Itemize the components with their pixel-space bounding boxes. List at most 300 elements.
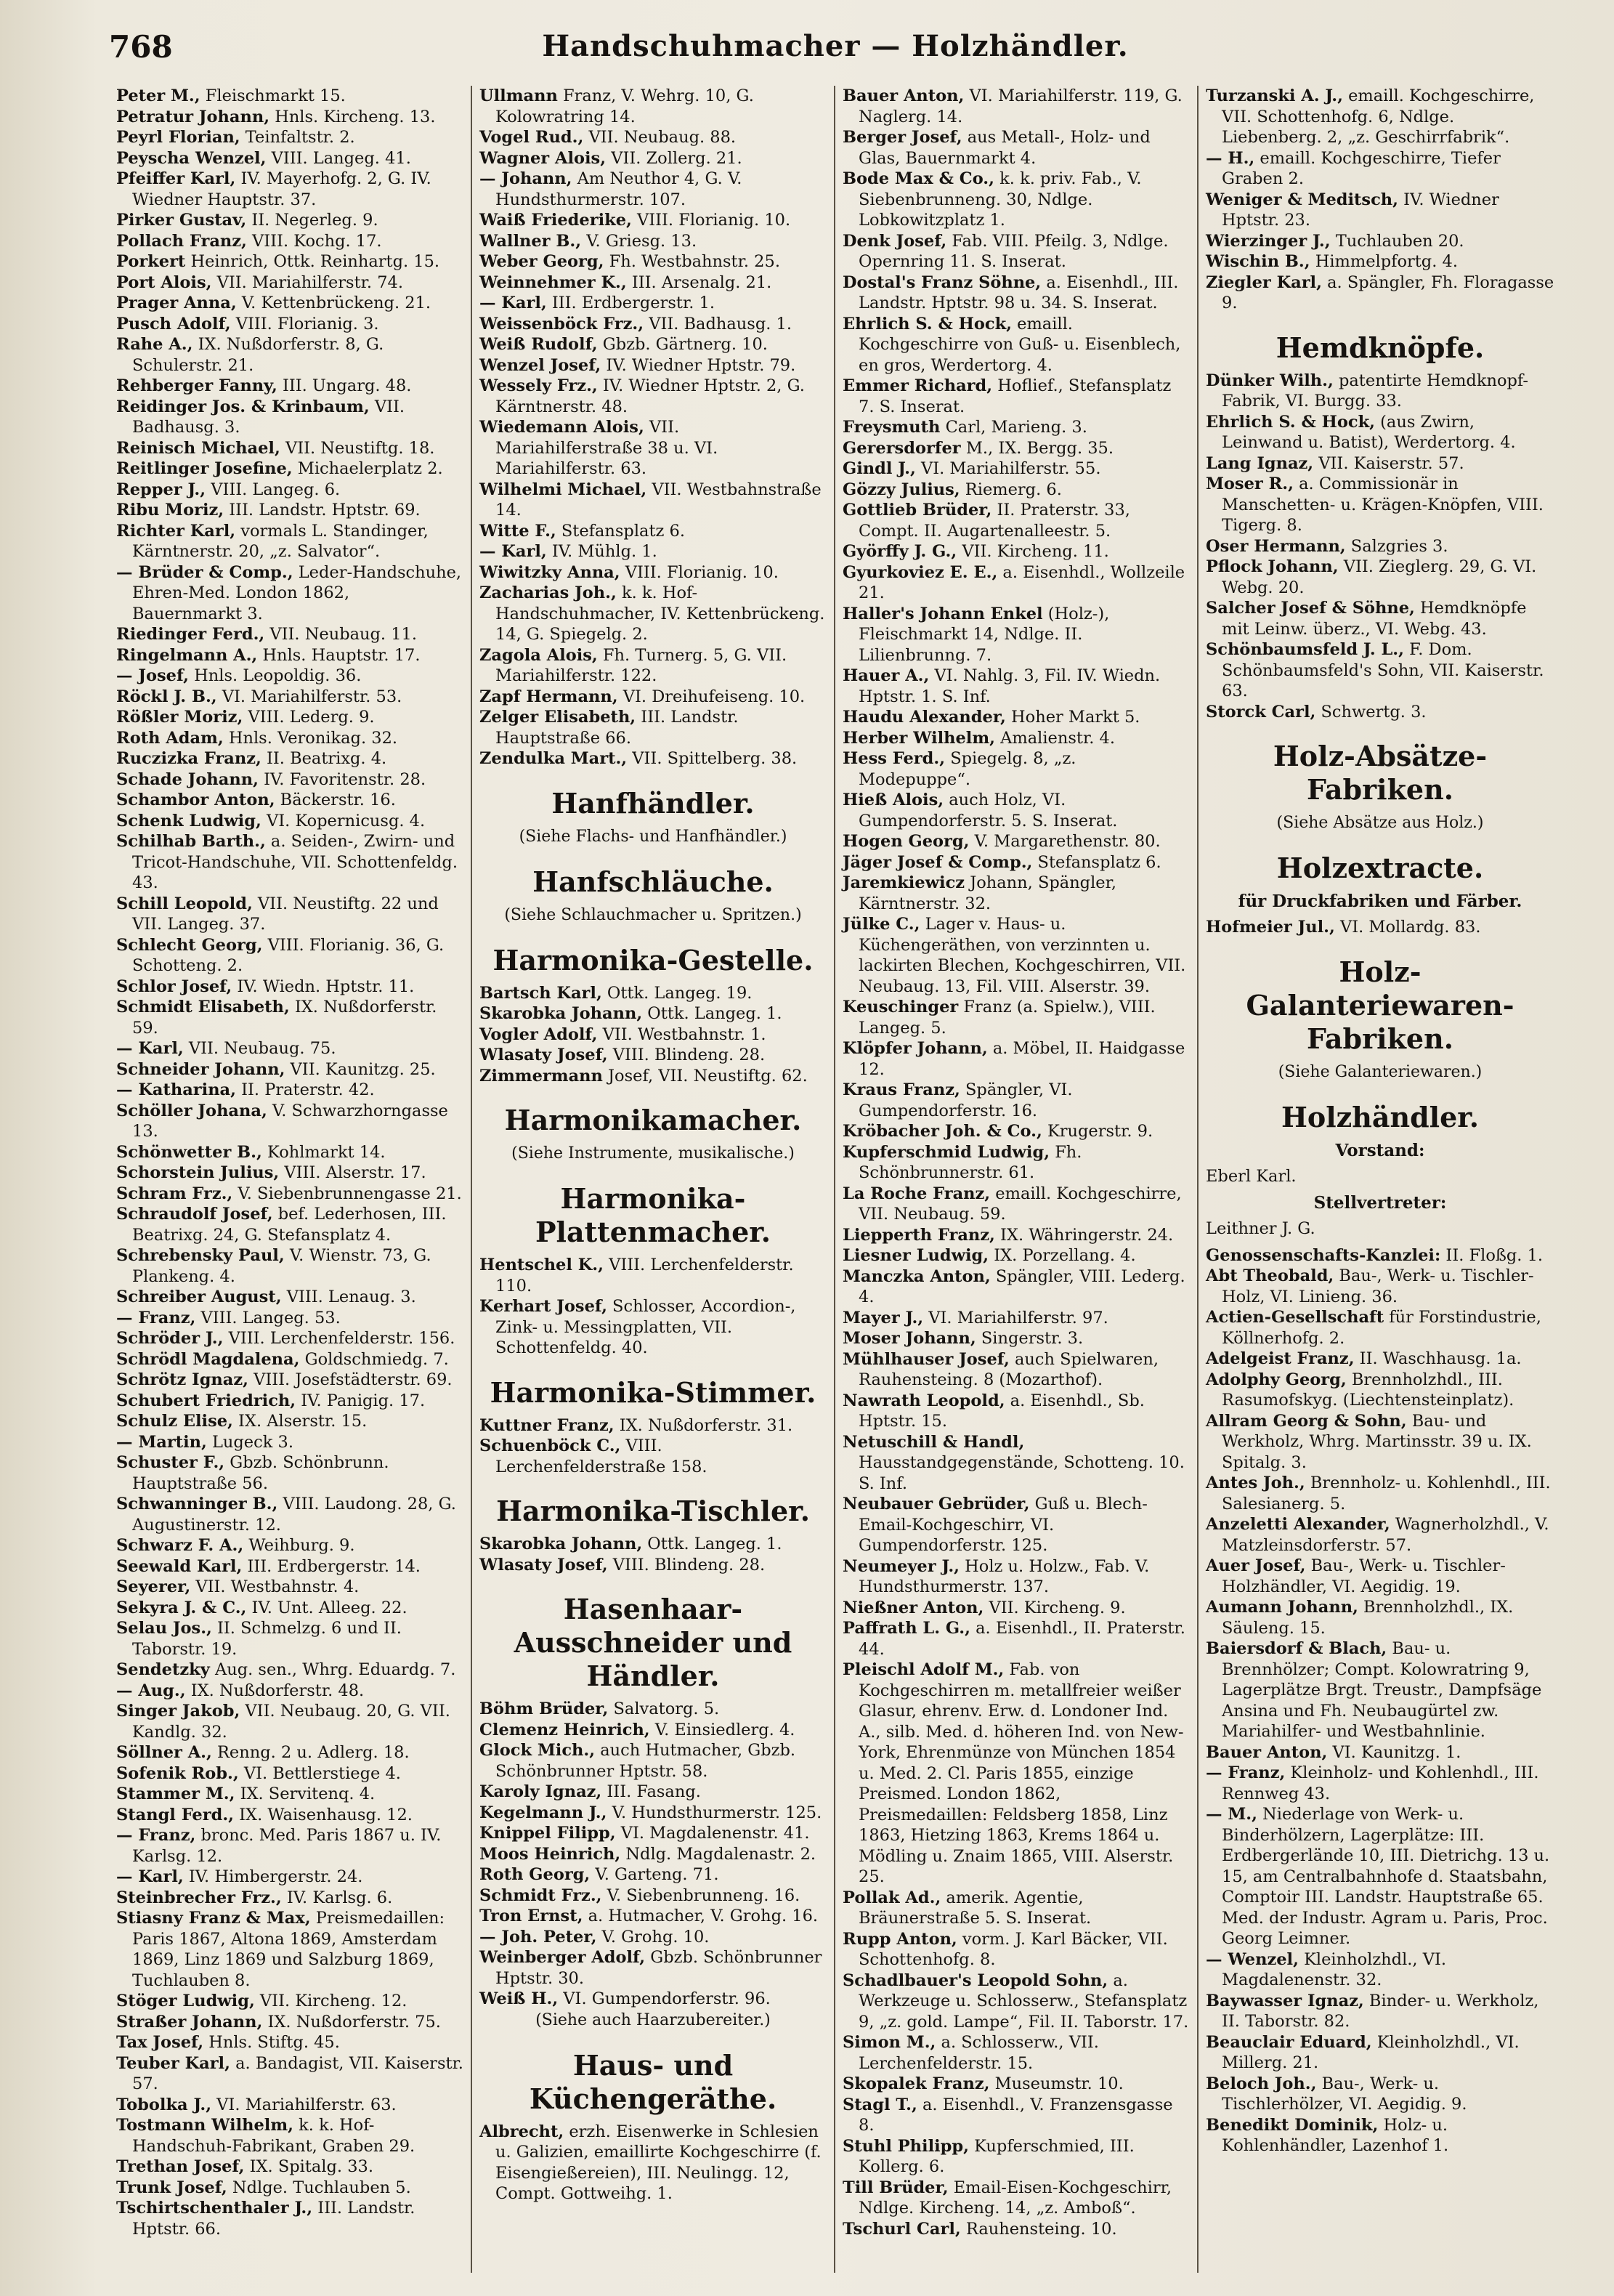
entry-details: VII. Kircheng. 9. xyxy=(984,1598,1126,1617)
entry-details: VIII. Langeg. 53. xyxy=(195,1308,341,1327)
entry-name: Anzeletti Alexander, xyxy=(1206,1515,1390,1534)
entry-details: Bau-, Werk- u. Tischlerhölzer, VI. Aegidig. 9. xyxy=(1222,2074,1467,2114)
entry-details: Aug. sen., Whrg. Eduardg. 7. xyxy=(209,1660,456,1679)
entry-name: Ziegler Karl, xyxy=(1206,272,1322,292)
entry-details: Kleinholz- und Kohlenhdl., III. Rennweg 43. xyxy=(1222,1763,1539,1803)
entry-name: Schrödl Magdalena, xyxy=(116,1349,300,1369)
directory-entry xyxy=(843,831,1190,852)
entry-details: III. Landstr. Hptstr. 69. xyxy=(224,501,421,520)
entry-name: Salcher Josef & Söhne, xyxy=(1206,599,1415,618)
entry-details: Salvatorg. 5. xyxy=(608,1699,720,1718)
entry-details: Teinfaltstr. 2. xyxy=(240,128,355,147)
entry-details: VIII. Laudong. 28, G. Augustinerstr. 12. xyxy=(132,1495,456,1535)
directory-entry xyxy=(1206,2032,1554,2074)
entry-details: Riemerg. 6. xyxy=(960,480,1062,499)
directory-entry xyxy=(1206,536,1554,557)
columns xyxy=(109,86,1562,2273)
list-col2-e xyxy=(479,1534,827,1575)
directory-entry xyxy=(479,231,827,252)
entry-name: Sendetzky xyxy=(116,1660,210,1679)
directory-entry xyxy=(479,1803,827,1824)
directory-entry xyxy=(479,293,827,314)
entry-details: V. Siebenbrunneng. 16. xyxy=(601,1885,800,1905)
directory-entry xyxy=(116,1598,463,1619)
entry-details: VI. Dreihufeiseng. 10. xyxy=(617,687,806,706)
directory-entry xyxy=(843,562,1190,604)
entry-details: IV. Wiedner Hptstr. 2, G. Kärntnerstr. 48. xyxy=(495,376,805,416)
section-note-hanfhaendler: (Siehe Flachs- und Hanfhändler.) xyxy=(519,827,787,846)
directory-entry xyxy=(116,458,463,480)
directory-entry xyxy=(479,1823,827,1844)
directory-entry xyxy=(843,1225,1190,1246)
entry-details: F. Dom. Schönbaumsfeld's Sohn, VII. Kaiserstr. 63. xyxy=(1222,640,1544,700)
directory-entry xyxy=(116,624,463,645)
entry-details: VIII. Josefstädterstr. 69. xyxy=(248,1370,453,1389)
entry-name: Repper J., xyxy=(116,480,206,499)
entry-name: Rupp Anton, xyxy=(843,1929,957,1949)
directory-entry xyxy=(116,2095,463,2116)
directory-entry xyxy=(116,1184,463,1205)
directory-entry xyxy=(116,831,463,894)
directory-entry xyxy=(116,687,463,708)
directory-entry xyxy=(843,748,1190,790)
entry-details: Brennholz- u. Kohlenhdl., III. Salesianerg. 5. xyxy=(1222,1474,1551,1513)
directory-entry xyxy=(479,645,827,687)
entry-name: Pleischl Adolf M., xyxy=(843,1660,1005,1679)
entry-details: Hnls. Hauptstr. 17. xyxy=(257,645,421,665)
entry-name: Weiß Rudolf, xyxy=(479,335,598,354)
section-title-harmonikamacher: Harmonikamacher. xyxy=(504,1104,802,1136)
entry-details: VI. Kopernicusg. 4. xyxy=(261,811,426,830)
entry-name: Rehberger Fanny, xyxy=(116,376,277,395)
directory-entry xyxy=(479,1555,827,1576)
directory-entry xyxy=(1206,1266,1554,1307)
entry-details: Lugeck 3. xyxy=(206,1432,293,1452)
entry-details: III. Arsenalg. 21. xyxy=(626,272,772,292)
entry-details: VIII. Blindeng. 28. xyxy=(607,1555,766,1575)
entry-name: Clemenz Heinrich, xyxy=(479,1720,650,1739)
page-number: 768 xyxy=(109,29,173,65)
directory-entry xyxy=(116,811,463,832)
entry-details: k. k. Hof-Handschuh-Fabrikant, Graben 29. xyxy=(132,2116,415,2156)
entry-name: Antes Joh., xyxy=(1206,1474,1305,1492)
entry-name: Neumeyer J., xyxy=(843,1556,960,1576)
entry-details: VIII. Langeg. 6. xyxy=(206,480,341,499)
entry-name: Netuschill & Handl, xyxy=(843,1432,1025,1452)
directory-entry xyxy=(479,562,827,583)
directory-entry xyxy=(116,2198,463,2239)
entry-name: Schönwetter B., xyxy=(116,1142,262,1162)
directory-entry xyxy=(116,2032,463,2053)
entry-details: Hnls. Kircheng. 13. xyxy=(269,107,436,126)
entry-details: Spängler, VIII. Lederg. 4. xyxy=(859,1266,1185,1306)
entry-details: IV. Mayerhofg. 2, G. IV. Wiedner Hauptstr. 37. xyxy=(132,169,431,209)
directory-entry xyxy=(116,1432,463,1453)
directory-entry xyxy=(116,231,463,252)
entry-name: Hofmeier Jul., xyxy=(1206,918,1335,937)
directory-entry xyxy=(843,1598,1190,1619)
entry-details: Heinrich, Ottk. Reinhartg. 15. xyxy=(185,252,440,271)
directory-entry xyxy=(1206,1991,1554,2032)
entry-details: VIII. Florianig. 3. xyxy=(230,314,379,334)
entry-details: bef. Lederhosen, III. Beatrixg. 24, G. Stefansplatz 4. xyxy=(132,1205,447,1245)
directory-entry xyxy=(479,210,827,231)
entry-details: Fab. VIII. Pfeilg. 3, Ndlge. Opernring 11. S. Inserat. xyxy=(859,231,1169,271)
directory-entry xyxy=(116,1163,463,1184)
entry-name: Neubauer Gebrüder, xyxy=(843,1495,1030,1513)
entry-details: Hoflief., Stefansplatz 7. S. Inserat. xyxy=(859,376,1172,416)
directory-entry xyxy=(843,1970,1190,2033)
entry-name: Pusch Adolf, xyxy=(116,314,231,334)
entry-details: Tuchlauben 20. xyxy=(1330,231,1464,251)
directory-entry xyxy=(479,1699,827,1720)
entry-details: II. Waschhausg. 1a. xyxy=(1354,1349,1522,1368)
entry-details: VII. Badhausg. 1. xyxy=(644,314,792,334)
entry-details: IX. Servitenq. 4. xyxy=(235,1784,376,1803)
entry-name: Moser Johann, xyxy=(843,1329,976,1348)
directory-entry xyxy=(1206,1556,1554,1597)
directory-entry xyxy=(843,666,1190,707)
entry-name: Mühlhauser Josef, xyxy=(843,1349,1010,1369)
directory-entry xyxy=(1206,1349,1554,1370)
entry-details: II. Praterstr. 33, Compt. II. Augartenalleestr. 5. xyxy=(859,501,1130,541)
entry-details: vormals L. Standinger, Kärntnerstr. 20, „z. Salvator“. xyxy=(132,521,429,561)
entry-details: Ottk. Langeg. 19. xyxy=(601,983,753,1003)
entry-details: amerik. Agentie, Bräunerstraße 5. S. Inserat. xyxy=(859,1888,1092,1928)
entry-name: Schönbaumsfeld J. L., xyxy=(1206,640,1404,659)
directory-entry xyxy=(116,1888,463,1909)
entry-name: Knippel Filipp, xyxy=(479,1824,616,1843)
entry-name: Peyrl Florian, xyxy=(116,128,240,147)
entry-name: Schade Johann, xyxy=(116,769,259,789)
directory-entry xyxy=(479,1534,827,1555)
directory-entry xyxy=(479,334,827,355)
directory-entry xyxy=(1206,598,1554,639)
directory-entry xyxy=(116,1618,463,1660)
entry-name: Tax Josef, xyxy=(116,2033,204,2052)
entry-name: Jaremkiewicz xyxy=(843,873,965,892)
entry-details: Kleinholzhdl., VI. Millerg. 21. xyxy=(1222,2032,1520,2072)
entry-name: Weinnehmer K., xyxy=(479,272,627,292)
entry-details: Himmelpfortg. 4. xyxy=(1310,252,1458,271)
entry-name: Nießner Anton, xyxy=(843,1598,984,1617)
entry-name: Schlecht Georg, xyxy=(116,935,263,955)
directory-entry xyxy=(116,562,463,625)
directory-entry xyxy=(479,1740,827,1782)
directory-entry xyxy=(479,1782,827,1803)
entry-details: VI. Mariahilferstr. 119, G. Naglerg. 14. xyxy=(859,86,1183,126)
directory-entry xyxy=(843,707,1190,728)
directory-entry xyxy=(479,1255,827,1296)
entry-name: Schilhab Barth., xyxy=(116,832,266,851)
directory-entry xyxy=(479,1436,827,1477)
directory-entry xyxy=(116,769,463,791)
entry-name: Gindl J., xyxy=(843,459,916,478)
list-col4-a xyxy=(1206,86,1554,314)
directory-entry xyxy=(1206,412,1554,453)
entry-name: Abt Theobald, xyxy=(1206,1266,1334,1285)
directory-entry xyxy=(116,790,463,811)
directory-entry xyxy=(116,334,463,376)
entry-name: — Joh. Peter, xyxy=(479,1927,597,1947)
entry-name: Turzanski A. J., xyxy=(1206,86,1343,105)
entry-details: Franz, V. Wehrg. 10, G. Kolowratring 14. xyxy=(495,86,754,126)
entry-details: V. Wienstr. 73, G. Plankeng. 4. xyxy=(132,1246,431,1286)
section-subtitle-holzextracte: für Druckfabriken und Färber. xyxy=(1238,892,1522,911)
directory-entry xyxy=(1206,1514,1554,1556)
directory-entry xyxy=(843,2074,1190,2095)
entry-name: Skarobka Johann, xyxy=(479,1004,643,1023)
directory-entry xyxy=(116,1411,463,1432)
entry-details: a. Schlosserw., VII. Lerchenfelderstr. 15. xyxy=(859,2033,1099,2073)
directory-entry xyxy=(843,1142,1190,1184)
entry-name: Ehrlich S. & Hock, xyxy=(1206,412,1375,432)
entry-name: — Franz, xyxy=(116,1308,196,1327)
list-col2-b xyxy=(479,983,827,1087)
directory-entry xyxy=(116,1038,463,1059)
entry-name: Liesner Ludwig, xyxy=(843,1246,989,1265)
entry-details: II. Floßg. 1. xyxy=(1440,1245,1544,1265)
entry-name: Port Alois, xyxy=(116,272,212,292)
entry-details: Ndlge. Tuchlauben 5. xyxy=(227,2178,411,2197)
directory-entry xyxy=(843,1308,1190,1329)
entry-details: VI. Mollardg. 83. xyxy=(1334,918,1481,937)
directory-entry xyxy=(843,169,1190,231)
directory-entry xyxy=(479,272,827,294)
entry-details: VIII. Lederg. 9. xyxy=(243,708,375,727)
entry-details: V. Griesg. 13. xyxy=(581,231,697,251)
entry-details: a. Hutmacher, V. Grohg. 16. xyxy=(583,1907,819,1925)
entry-details: M., IX. Bergg. 35. xyxy=(960,438,1114,458)
entry-details: Bau- und Werkholz, Whrg. Martinsstr. 39 u. IX. Spitalg. 3. xyxy=(1222,1411,1532,1472)
entry-name: Schuster F., xyxy=(116,1453,225,1472)
directory-entry xyxy=(116,1349,463,1370)
directory-entry xyxy=(479,521,827,542)
directory-entry xyxy=(843,997,1190,1038)
entry-details: IV. Mühlg. 1. xyxy=(546,542,657,561)
directory-entry xyxy=(479,1415,827,1436)
section-note-holz-absaetze: (Siehe Absätze aus Holz.) xyxy=(1276,814,1484,832)
entry-name: Sofenik Rob., xyxy=(116,1763,239,1783)
directory-entry xyxy=(479,376,827,417)
entry-details: VIII. Blindeng. 28. xyxy=(607,1046,766,1064)
section-title-harmonika-stimmer: Harmonika-Stimmer. xyxy=(490,1375,816,1409)
entry-name: Roth Georg, xyxy=(479,1865,591,1884)
directory-entry xyxy=(843,231,1190,272)
directory-entry xyxy=(116,397,463,438)
entry-details: Museumstr. 10. xyxy=(989,2074,1124,2093)
entry-name: Actien-Gesellschaft xyxy=(1206,1308,1384,1327)
entry-name: Seewald Karl, xyxy=(116,1556,243,1576)
directory-entry xyxy=(116,500,463,521)
entry-name: Györffy J. G., xyxy=(843,542,957,561)
entry-details: Johann, Spängler, Kärntnerstr. 32. xyxy=(859,873,1117,913)
entry-details: vorm. J. Karl Bäcker, VII. Schottenhofg. 8. xyxy=(859,1929,1168,1969)
entry-details: VII. Neubaug. 88. xyxy=(583,128,737,147)
directory-entry xyxy=(1206,557,1554,598)
entry-details: Ndlg. Magdalenastr. 2. xyxy=(620,1844,816,1864)
entry-name: Weinberger Adolf, xyxy=(479,1948,646,1967)
entry-name: Lang Ignaz, xyxy=(1206,453,1314,473)
directory-entry xyxy=(843,272,1190,314)
entry-name: Klöpfer Johann, xyxy=(843,1039,988,1058)
directory-entry xyxy=(479,314,827,335)
directory-entry xyxy=(479,1947,827,1989)
entry-name: Schrötz Ignaz, xyxy=(116,1370,248,1389)
entry-details: Stefansplatz 6. xyxy=(1032,852,1161,872)
entry-details: Holz- u. Kohlenhändler, Lazenhof 1. xyxy=(1222,2115,1449,2155)
directory-entry xyxy=(479,687,827,708)
directory-entry xyxy=(116,251,463,272)
entry-details: a. Werkzeuge u. Schlosserw., Stefansplatz 9, „z. gold. Lampe“, Fil. II. Taborstr. 17. xyxy=(859,1970,1189,2032)
entry-details: V. Margarethenstr. 80. xyxy=(969,832,1161,851)
directory-entry xyxy=(1206,1742,1554,1763)
entry-details: (aus Zwirn, Leinwand u. Batist), Werdertorg. 4. xyxy=(1222,412,1516,452)
entry-name: — M., xyxy=(1206,1805,1257,1824)
directory-entry xyxy=(479,1066,827,1087)
section-note-holz-galanteriewaren: (Siehe Galanteriewaren.) xyxy=(1278,1062,1483,1081)
entry-details: VII. Neubaug. 20, G. VII. Kandlg. 32. xyxy=(132,1702,450,1742)
directory-entry xyxy=(479,583,827,645)
entry-name: Zacharias Joh., xyxy=(479,583,617,602)
directory-entry xyxy=(479,2122,827,2204)
entry-name: Haller's Johann Enkel xyxy=(843,604,1043,623)
entry-details: Hoher Markt 5. xyxy=(1005,708,1140,727)
entry-details: III. Erdbergerstr. 14. xyxy=(242,1556,421,1576)
section-title-hasenhaar: Hasenhaar-Ausschneider und Händler. xyxy=(514,1593,792,1692)
section-note-hasenhaar: (Siehe auch Haarzubereiter.) xyxy=(535,2010,771,2029)
entry-details: IX. Spitalg. 33. xyxy=(244,2157,373,2176)
entry-name: Schuenböck C., xyxy=(479,1436,621,1455)
entry-details: VIII. Lerchenfelderstraße 158. xyxy=(495,1436,707,1476)
entry-details: VIII. Lerchenfelderstr. 156. xyxy=(223,1329,455,1348)
entry-name: Witte F., xyxy=(479,521,556,541)
entry-name: Hauer A., xyxy=(843,666,930,685)
directory-entry xyxy=(843,86,1190,127)
entry-name: Simon M., xyxy=(843,2033,936,2052)
directory-entry xyxy=(479,1045,827,1066)
directory-entry xyxy=(116,2156,463,2178)
entry-name: Jäger Josef & Comp., xyxy=(843,852,1033,872)
entry-name: Vogel Rud., xyxy=(479,128,584,147)
entry-details: Bau-, Werk- u. Tischler-Holzhändler, VI. Aegidig. 19. xyxy=(1222,1556,1506,1596)
entry-name: — Josef, xyxy=(116,666,189,685)
directory-entry xyxy=(116,748,463,769)
entry-name: Pflock Johann, xyxy=(1206,557,1339,576)
entry-details: V. Grohg. 10. xyxy=(596,1927,710,1947)
directory-entry xyxy=(116,1660,463,1681)
entry-name: Ehrlich S. & Hock, xyxy=(843,314,1012,334)
entry-name: — Martin, xyxy=(116,1432,207,1452)
entry-name: Schrebensky Paul, xyxy=(116,1246,285,1265)
entry-details: IV. Unt. Alleeg. 22. xyxy=(246,1598,407,1617)
entry-name: Pirker Gustav, xyxy=(116,211,247,230)
directory-entry xyxy=(116,977,463,998)
directory-entry xyxy=(1206,251,1554,272)
column-1 xyxy=(109,86,472,2273)
stellvertreter-name: Leithner J. G. xyxy=(1206,1219,1315,1238)
entry-name: Trethan Josef, xyxy=(116,2157,245,2176)
list-col2-d xyxy=(479,1415,827,1478)
directory-entry xyxy=(116,2053,463,2095)
entry-name: Söllner A., xyxy=(116,1743,212,1762)
entry-details: patentirte Hemdknopf-Fabrik, VI. Burgg. 33. xyxy=(1222,371,1529,411)
directory-entry xyxy=(116,1059,463,1080)
entry-name: — Franz, xyxy=(116,1826,196,1845)
entry-details: VI. Mariahilferstr. 63. xyxy=(211,2095,397,2114)
entry-details: IX. Nußdorferstr. 59. xyxy=(132,998,437,1038)
entry-details: aus Metall-, Holz- und Glas, Bauernmarkt 4. xyxy=(859,128,1151,168)
entry-details: a. Seiden-, Zwirn- und Tricot-Handschuhe, VII. Schottenfeldg. 43. xyxy=(132,832,458,892)
directory-entry xyxy=(1206,2074,1554,2115)
entry-details: V. Siebenbrunnengasse 21. xyxy=(232,1184,462,1203)
entry-details: Holz u. Holzw., Fab. V. Hundsthurmerstr. 137. xyxy=(859,1556,1150,1596)
directory-entry xyxy=(843,1349,1190,1391)
entry-name: — Katharina, xyxy=(116,1080,236,1099)
entry-name: Liepperth Franz, xyxy=(843,1225,995,1245)
entry-details: Binder- u. Werkholz, II. Taborstr. 82. xyxy=(1222,1991,1539,2031)
directory-entry xyxy=(116,86,463,107)
entry-name: Weiß H., xyxy=(479,1989,559,2008)
entry-name: Bode Max & Co., xyxy=(843,169,994,188)
entry-name: Skopalek Franz, xyxy=(843,2074,990,2093)
entry-details: II. Negerleg. 9. xyxy=(246,211,378,230)
directory-entry xyxy=(843,1618,1190,1660)
column-3 xyxy=(835,86,1199,2273)
entry-name: Wischin B., xyxy=(1206,252,1310,271)
entry-details: a. Eisenhdl., II. Praterstr. 44. xyxy=(859,1619,1185,1659)
entry-name: Stammer M., xyxy=(116,1784,235,1803)
entry-name: Reitlinger Josefine, xyxy=(116,459,293,478)
entry-name: Hieß Alois, xyxy=(843,791,944,809)
entry-details: Hemdknöpfe mit Leinw. überz., VI. Webg. 43. xyxy=(1222,599,1527,639)
list-col4-b xyxy=(1206,371,1554,723)
entry-details: Gbzb. Gärtnerg. 10. xyxy=(597,335,768,354)
entry-name: — Karl, xyxy=(116,1867,184,1886)
directory-entry xyxy=(116,169,463,210)
entry-name: Schwarz F. A., xyxy=(116,1536,244,1555)
entry-name: Zelger Elisabeth, xyxy=(479,708,636,727)
entry-name: Kuttner Franz, xyxy=(479,1415,615,1435)
entry-details: IV. Wiedn. Hptstr. 11. xyxy=(232,977,415,996)
entry-name: Allram Georg & Sohn, xyxy=(1206,1411,1407,1431)
directory-entry xyxy=(479,1720,827,1741)
directory-entry xyxy=(1206,1245,1554,1266)
entry-name: Kegelmann J., xyxy=(479,1803,607,1822)
directory-entry xyxy=(479,1024,827,1046)
entry-details: VII. Kircheng. 11. xyxy=(957,542,1109,561)
entry-name: La Roche Franz, xyxy=(843,1184,991,1203)
entry-name: Sekyra J. & C., xyxy=(116,1598,247,1617)
entry-name: Zapf Hermann, xyxy=(479,687,618,706)
entry-name: Wiwitzky Anna, xyxy=(479,562,620,582)
entry-details: VII. Zieglerg. 29, G. VI. Webg. 20. xyxy=(1222,557,1537,597)
directory-entry xyxy=(1206,1370,1554,1411)
entry-details: Guß u. Blech-Email-Kochgeschirr, VI. Gumpendorferstr. 125. xyxy=(859,1495,1148,1555)
entry-name: Schenk Ludwig, xyxy=(116,811,261,830)
directory-entry xyxy=(479,355,827,376)
entry-name: Weniger & Meditsch, xyxy=(1206,190,1398,209)
directory-entry xyxy=(843,2178,1190,2219)
directory-entry xyxy=(843,2219,1190,2240)
entry-name: — Karl, xyxy=(116,1039,184,1058)
directory-entry xyxy=(1206,1411,1554,1474)
directory-entry xyxy=(116,1142,463,1163)
entry-details: (Holz-), Fleischmarkt 14, Ndlge. II. Lilienbrunng. 7. xyxy=(859,604,1110,665)
entry-details: Singerstr. 3. xyxy=(976,1329,1084,1348)
entry-details: IV. Panigig. 17. xyxy=(296,1391,426,1410)
section-title-holz-absaetze: Holz-Absätze-Fabriken. xyxy=(1273,740,1488,806)
